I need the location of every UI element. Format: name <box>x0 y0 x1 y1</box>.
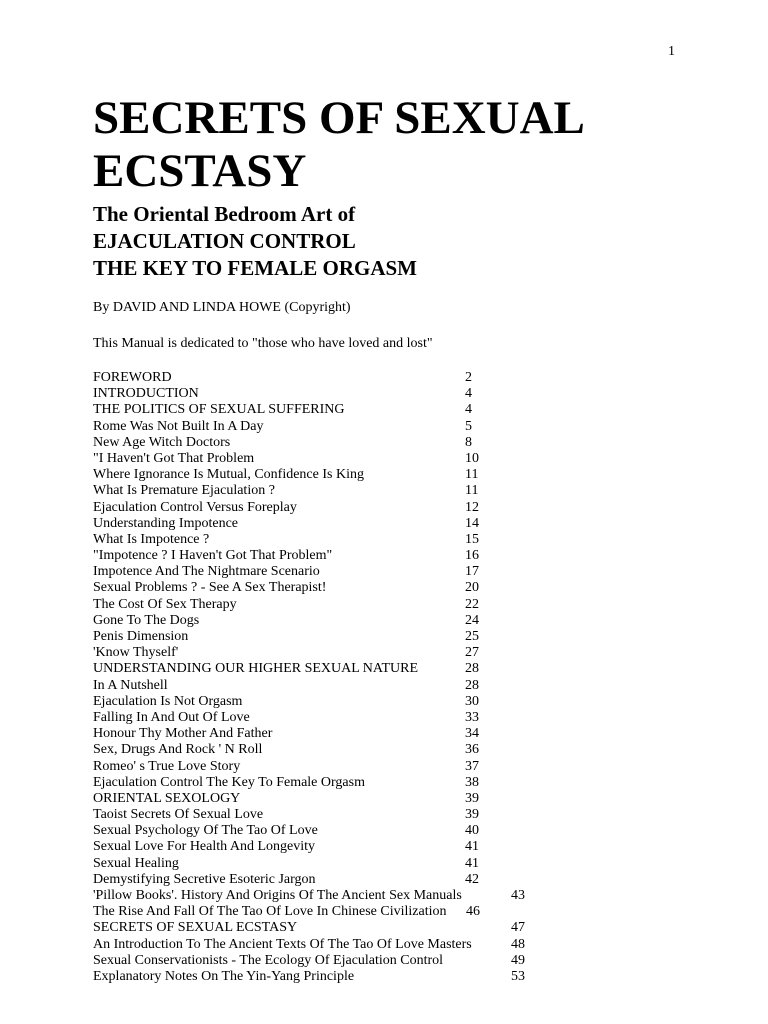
subtitle <box>93 201 417 282</box>
toc-entry[interactable] <box>93 451 533 467</box>
toc-entry-page: 49 <box>511 952 525 968</box>
toc-entry-title: Sexual Love For Health And Longevity <box>93 839 316 855</box>
toc-entry[interactable] <box>93 629 533 645</box>
toc-entry-page: 14 <box>465 515 479 531</box>
toc-entry[interactable] <box>93 742 533 758</box>
toc-entry-title: Impotence And The Nightmare Scenario <box>93 564 320 580</box>
toc-entry-title: What Is Impotence ? <box>93 531 210 547</box>
toc-entry[interactable] <box>93 888 533 904</box>
toc-entry-title: Sexual Conservationists - The Ecology Of Ejaculation Control <box>93 952 444 968</box>
toc-entry-page: 4 <box>465 402 472 418</box>
toc-entry-page: 34 <box>465 726 479 742</box>
toc-entry-page: 11 <box>465 483 479 499</box>
toc-entry-page: 47 <box>511 920 525 936</box>
toc-entry[interactable] <box>93 467 533 483</box>
toc-entry[interactable] <box>93 726 533 742</box>
toc-entry-page: 38 <box>465 774 479 790</box>
toc-entry-page: 28 <box>465 677 479 693</box>
toc-entry-title: Understanding Impotence <box>93 515 239 531</box>
toc-entry-page: 25 <box>465 629 479 644</box>
toc-entry-title: Sexual Healing <box>93 855 179 871</box>
toc-entry[interactable] <box>93 516 533 532</box>
toc-entry[interactable] <box>93 759 533 775</box>
toc-entry[interactable] <box>93 645 533 661</box>
toc-entry[interactable] <box>93 839 533 855</box>
toc-entry-title: 'Know Thyself' <box>93 645 179 661</box>
toc-entry[interactable] <box>93 402 533 418</box>
title-line-1: SECRETS OF SEXUAL <box>93 92 585 144</box>
toc-entry[interactable] <box>93 791 533 807</box>
toc-entry-page: 27 <box>465 645 479 661</box>
toc-entry-page: 11 <box>465 467 479 483</box>
toc-entry-title: The Cost Of Sex Therapy <box>93 596 237 612</box>
toc-entry[interactable] <box>93 953 533 969</box>
toc-entry[interactable] <box>93 678 533 694</box>
subtitle-line-1: The Oriental Bedroom Art of <box>93 202 356 226</box>
toc-entry-page: 43 <box>511 888 525 903</box>
toc-entry[interactable] <box>93 872 533 888</box>
toc-entry[interactable] <box>93 937 533 953</box>
document-title <box>93 92 713 198</box>
toc-entry-page: 16 <box>465 548 479 564</box>
byline: By DAVID AND LINDA HOWE (Copyright) <box>93 300 351 315</box>
toc-entry-title: "I Haven't Got That Problem <box>93 450 255 466</box>
toc-entry-page: 8 <box>465 434 472 450</box>
toc-entry[interactable] <box>93 807 533 823</box>
toc-entry-title: Honour Thy Mother And Father <box>93 726 273 742</box>
toc-entry[interactable] <box>93 597 533 613</box>
toc-entry[interactable] <box>93 856 533 872</box>
toc-entry-title: Sexual Problems ? - See A Sex Therapist! <box>93 580 327 596</box>
toc-entry-title: ORIENTAL SEXOLOGY <box>93 790 241 806</box>
table-of-contents <box>93 370 533 985</box>
toc-entry-page: 2 <box>465 370 472 385</box>
toc-entry[interactable] <box>93 613 533 629</box>
toc-entry-title: Romeo' s True Love Story <box>93 758 241 774</box>
toc-entry-title: In A Nutshell <box>93 677 168 693</box>
toc-entry-title: 'Pillow Books'. History And Origins Of The Ancient Sex Manuals <box>93 888 462 903</box>
toc-entry-title: SECRETS OF SEXUAL ECSTASY <box>93 920 298 936</box>
toc-entry-title: Ejaculation Is Not Orgasm <box>93 693 243 709</box>
toc-entry[interactable] <box>93 969 533 985</box>
dedication: This Manual is dedicated to "those who have loved and lost" <box>93 336 433 351</box>
toc-entry[interactable] <box>93 564 533 580</box>
toc-entry-title: Penis Dimension <box>93 629 189 644</box>
toc-entry-page: 41 <box>465 839 479 855</box>
toc-entry-title: Taoist Secrets Of Sexual Love <box>93 807 264 823</box>
toc-entry-page: 33 <box>465 709 479 725</box>
toc-entry[interactable] <box>93 694 533 710</box>
toc-entry[interactable] <box>93 483 533 499</box>
toc-entry[interactable] <box>93 386 533 402</box>
toc-entry-title: New Age Witch Doctors <box>93 434 231 450</box>
toc-entry-title: An Introduction To The Ancient Texts Of The Tao Of Love Masters <box>93 936 472 952</box>
toc-entry-title: The Rise And Fall Of The Tao Of Love In Chinese Civilization <box>93 904 447 920</box>
toc-entry-title: INTRODUCTION <box>93 386 199 402</box>
toc-entry-page: 12 <box>465 499 479 515</box>
toc-entry-title: THE POLITICS OF SEXUAL SUFFERING <box>93 402 345 418</box>
toc-entry-page: 4 <box>465 386 472 402</box>
toc-entry-page: 37 <box>465 758 479 774</box>
toc-entry-title: "Impotence ? I Haven't Got That Problem" <box>93 548 333 564</box>
subtitle-line-2: EJACULATION CONTROL <box>93 229 356 253</box>
toc-entry[interactable] <box>93 419 533 435</box>
toc-entry-title: Sexual Psychology Of The Tao Of Love <box>93 823 318 839</box>
toc-entry-page: 42 <box>465 871 479 887</box>
toc-entry[interactable] <box>93 532 533 548</box>
toc-entry-page: 24 <box>465 612 479 628</box>
toc-entry-page: 10 <box>465 450 479 466</box>
toc-entry[interactable] <box>93 435 533 451</box>
toc-entry-title: UNDERSTANDING OUR HIGHER SEXUAL NATURE <box>93 661 419 677</box>
toc-entry-page: 46 <box>466 904 480 920</box>
toc-entry[interactable] <box>93 370 533 386</box>
toc-entry[interactable] <box>93 580 533 596</box>
toc-entry-page: 39 <box>465 807 479 823</box>
toc-entry-page: 28 <box>465 661 479 677</box>
toc-entry-page: 39 <box>465 790 479 806</box>
toc-entry-page: 53 <box>511 968 525 984</box>
toc-entry-title: FOREWORD <box>93 370 172 385</box>
toc-entry-page: 17 <box>465 564 479 580</box>
toc-entry-page: 15 <box>465 531 479 547</box>
toc-entry[interactable] <box>93 775 533 791</box>
title-line-2: ECSTASY <box>93 145 307 197</box>
page-number: 1 <box>668 44 675 59</box>
toc-entry[interactable] <box>93 920 533 936</box>
toc-entry-title: What Is Premature Ejaculation ? <box>93 483 275 499</box>
toc-entry[interactable] <box>93 500 533 516</box>
toc-entry-page: 36 <box>465 742 479 758</box>
toc-entry-page: 41 <box>465 855 479 871</box>
toc-entry[interactable] <box>93 823 533 839</box>
subtitle-line-3: THE KEY TO FEMALE ORGASM <box>93 256 417 280</box>
toc-entry-page: 5 <box>465 418 472 434</box>
toc-entry[interactable] <box>93 548 533 564</box>
toc-entry[interactable] <box>93 710 533 726</box>
toc-entry-title: Sex, Drugs And Rock ' N Roll <box>93 742 263 758</box>
toc-entry-title: Rome Was Not Built In A Day <box>93 418 264 434</box>
toc-entry-title: Demystifying Secretive Esoteric Jargon <box>93 871 316 887</box>
toc-entry-page: 30 <box>465 693 479 709</box>
toc-entry-title: Explanatory Notes On The Yin-Yang Principle <box>93 968 355 984</box>
toc-entry-title: Ejaculation Control Versus Foreplay <box>93 499 297 515</box>
toc-entry-page: 20 <box>465 580 479 596</box>
toc-entry-title: Gone To The Dogs <box>93 612 200 628</box>
toc-entry-page: 40 <box>465 823 479 839</box>
toc-entry[interactable] <box>93 904 533 920</box>
toc-entry[interactable] <box>93 661 533 677</box>
toc-entry-title: Falling In And Out Of Love <box>93 709 250 725</box>
toc-entry-title: Ejaculation Control The Key To Female Orgasm <box>93 774 365 790</box>
toc-entry-title: Where Ignorance Is Mutual, Confidence Is King <box>93 467 364 483</box>
toc-entry-page: 22 <box>465 596 479 612</box>
toc-entry-page: 48 <box>511 936 525 952</box>
